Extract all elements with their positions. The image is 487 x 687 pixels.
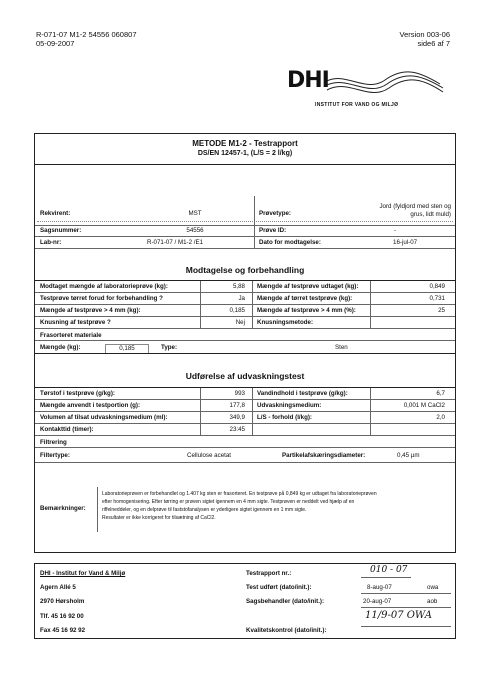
s1-row-value-left: 0,185: [229, 307, 245, 314]
bemaerk-line-2: efter homogenisering. Efter tørring er prøven sigtet igennem en 4 mm sigte. Testprøven er neddelt ved hjælp af en: [102, 499, 355, 505]
s2-row-label-left: Kontakttid (timer):: [40, 426, 94, 433]
sagsbehandler-init: aob: [427, 598, 438, 605]
s1-row-label-right: Mængde af testprøve udtaget (kg):: [257, 283, 359, 290]
s1-row-label-left: Knusning af testprøve ?: [40, 319, 111, 326]
s1-row-label-left: Testprøve tørret forud for forbehandling ?: [40, 295, 163, 302]
udfort-label: Test udført (dato/init.):: [246, 584, 312, 591]
report-frame: [34, 133, 456, 553]
s2-row-label-right: L/S - forhold (l/kg):: [257, 414, 312, 421]
filtrering-label: Filtrering: [40, 439, 67, 446]
section-modtagelse-title: Modtagelse og forbehandling: [185, 265, 305, 275]
footer-tlf: Tlf. 45 16 92 00: [40, 613, 84, 620]
footer-fax: Fax 45 16 92 92: [40, 627, 86, 634]
maengde-label: Mængde (kg):: [40, 344, 81, 351]
type-value: Sten: [335, 344, 348, 351]
footer-city: 2970 Hørsholm: [40, 598, 85, 605]
s1-row-value-right: 0,849: [429, 283, 445, 290]
partikel-label: Partikelafskæringsdiameter:: [282, 452, 366, 459]
s1-row-value-right: 0,731: [429, 295, 445, 302]
s2-row-label-left: Volumen af tilsat udvaskningsmedium (ml):: [40, 414, 168, 421]
report-date: 05-09-2007: [36, 39, 75, 48]
provetype-label: Prøvetype:: [259, 210, 291, 217]
s1-row-value-left: 5,88: [232, 283, 245, 290]
bemaerk-line-1: Laboratorieprøven er forbehandlet og 1.407 kg sten er frasorteret. En testprøve på 0,849 kg er udtaget fra laboratorieprøven: [102, 491, 377, 497]
sagsnummer-label: Sagsnummer:: [40, 227, 82, 234]
report-standard: DS/EN 12457-1, (L/S = 2 l/kg): [197, 150, 293, 157]
s1-row-value-left: Nej: [235, 319, 245, 326]
s2-row-value-left: 993: [234, 390, 245, 397]
rekvirent-label: Rekvirent:: [40, 210, 71, 217]
footer-org: DHI - Institut for Vand & Miljø: [40, 570, 126, 577]
footer-street: Agern Allé 5: [40, 584, 76, 591]
sagsnummer-value: 54556: [186, 227, 204, 234]
maengde-value: 0,185: [105, 344, 149, 354]
s2-row-label-left: Mængde anvendt i testportion (g):: [40, 402, 141, 409]
section-udvaskning-title: Udførelse af udvaskningstest: [185, 371, 305, 381]
s2-row-label-right: Udvaskningsmedium:: [257, 402, 322, 409]
footer-frame: [34, 563, 456, 639]
partikel-value: 0,45 µm: [397, 452, 420, 459]
sagsbehandler-label: Sagsbehandler (dato/init.):: [246, 598, 325, 605]
s1-row-value-left: Ja: [238, 295, 245, 302]
s2-row-value-left: 23:45: [229, 426, 245, 433]
s1-row-label-right: Knusningsmetode:: [257, 319, 314, 326]
s1-row-label-left: Modtaget mængde af laboratorieprøve (kg):: [40, 283, 168, 290]
report-title: METODE M1-2 - Testrapport: [192, 139, 298, 148]
s2-row-value-right: 6,7: [436, 390, 445, 397]
provetype-value: Jord (fyldjord med sten og grus, lidt muld): [379, 203, 451, 218]
logo-tagline: INSTITUT FOR VAND OG MILJØ: [315, 102, 399, 108]
s2-row-label-left: Tørstof i testprøve (g/kg):: [40, 390, 115, 397]
report-reference: R-071-07 M1-2 54556 060807: [36, 30, 137, 39]
s1-row-label-left: Mængde af testprøve > 4 mm (kg):: [40, 307, 141, 314]
s1-row-label-right: Mængde af tørret testprøve (kg):: [257, 295, 353, 302]
dhi-logo: [285, 66, 445, 112]
s2-row-value-left: 349,9: [229, 414, 245, 421]
frasorteret-label: Frasorteret materiale: [40, 332, 102, 339]
modtagelse-label: Dato for modtagelse:: [259, 239, 321, 246]
type-label: Type:: [161, 344, 178, 351]
udfort-init: owa: [427, 584, 439, 591]
s2-row-value-right: 2,0: [436, 414, 445, 421]
modtagelse-value: 16-jul-07: [393, 239, 418, 246]
sagsbehandler-date: 20-aug-07: [363, 598, 392, 605]
kvalitetskontrol-label: Kvalitetskontrol (dato/init.):: [246, 627, 327, 634]
bemaerk-label: Bemærkninger:: [40, 505, 86, 512]
logo-mark: DHI: [287, 68, 329, 93]
s2-row-value-right: 0,001 M CaCl2: [403, 402, 445, 409]
labnr-label: Lab-nr:: [40, 239, 62, 246]
s1-row-value-right: 25: [438, 307, 445, 314]
testrapport-value: 010 - 07: [370, 565, 408, 575]
prove-id-value: -: [393, 227, 397, 234]
s2-row-label-right: Vandindhold i testprøve (g/kg):: [257, 390, 348, 397]
bemaerk-line-3: riffelneddeler, og en delprøve til faststofanalysen er yderligere sigtet igennem en 1 mm sigte.: [102, 507, 307, 513]
prove-id-label: Prøve ID:: [259, 227, 287, 234]
s2-row-value-left: 177,8: [229, 402, 245, 409]
filtertype-value: Cellulose acetat: [187, 452, 232, 459]
version-label: Version 003-06: [399, 30, 450, 39]
labnr-value: R-071-07 / M1-2 /E1: [147, 239, 204, 246]
s1-row-label-right: Mængde af testprøve > 4 mm (%):: [257, 307, 356, 314]
udfort-date: 8-aug-07: [367, 584, 392, 591]
rekvirent-value: MST: [188, 210, 202, 217]
filtertype-label: Filtertype:: [40, 452, 70, 459]
testrapport-label: Testrapport nr.:: [246, 570, 292, 577]
bemaerk-line-4: Resultater er ikke korrigeret for tilsætning af CaCl2.: [102, 515, 216, 521]
page-number: side6 af 7: [417, 39, 450, 48]
kvalitetskontrol-signature: 11/9-07 OWA: [365, 610, 432, 621]
